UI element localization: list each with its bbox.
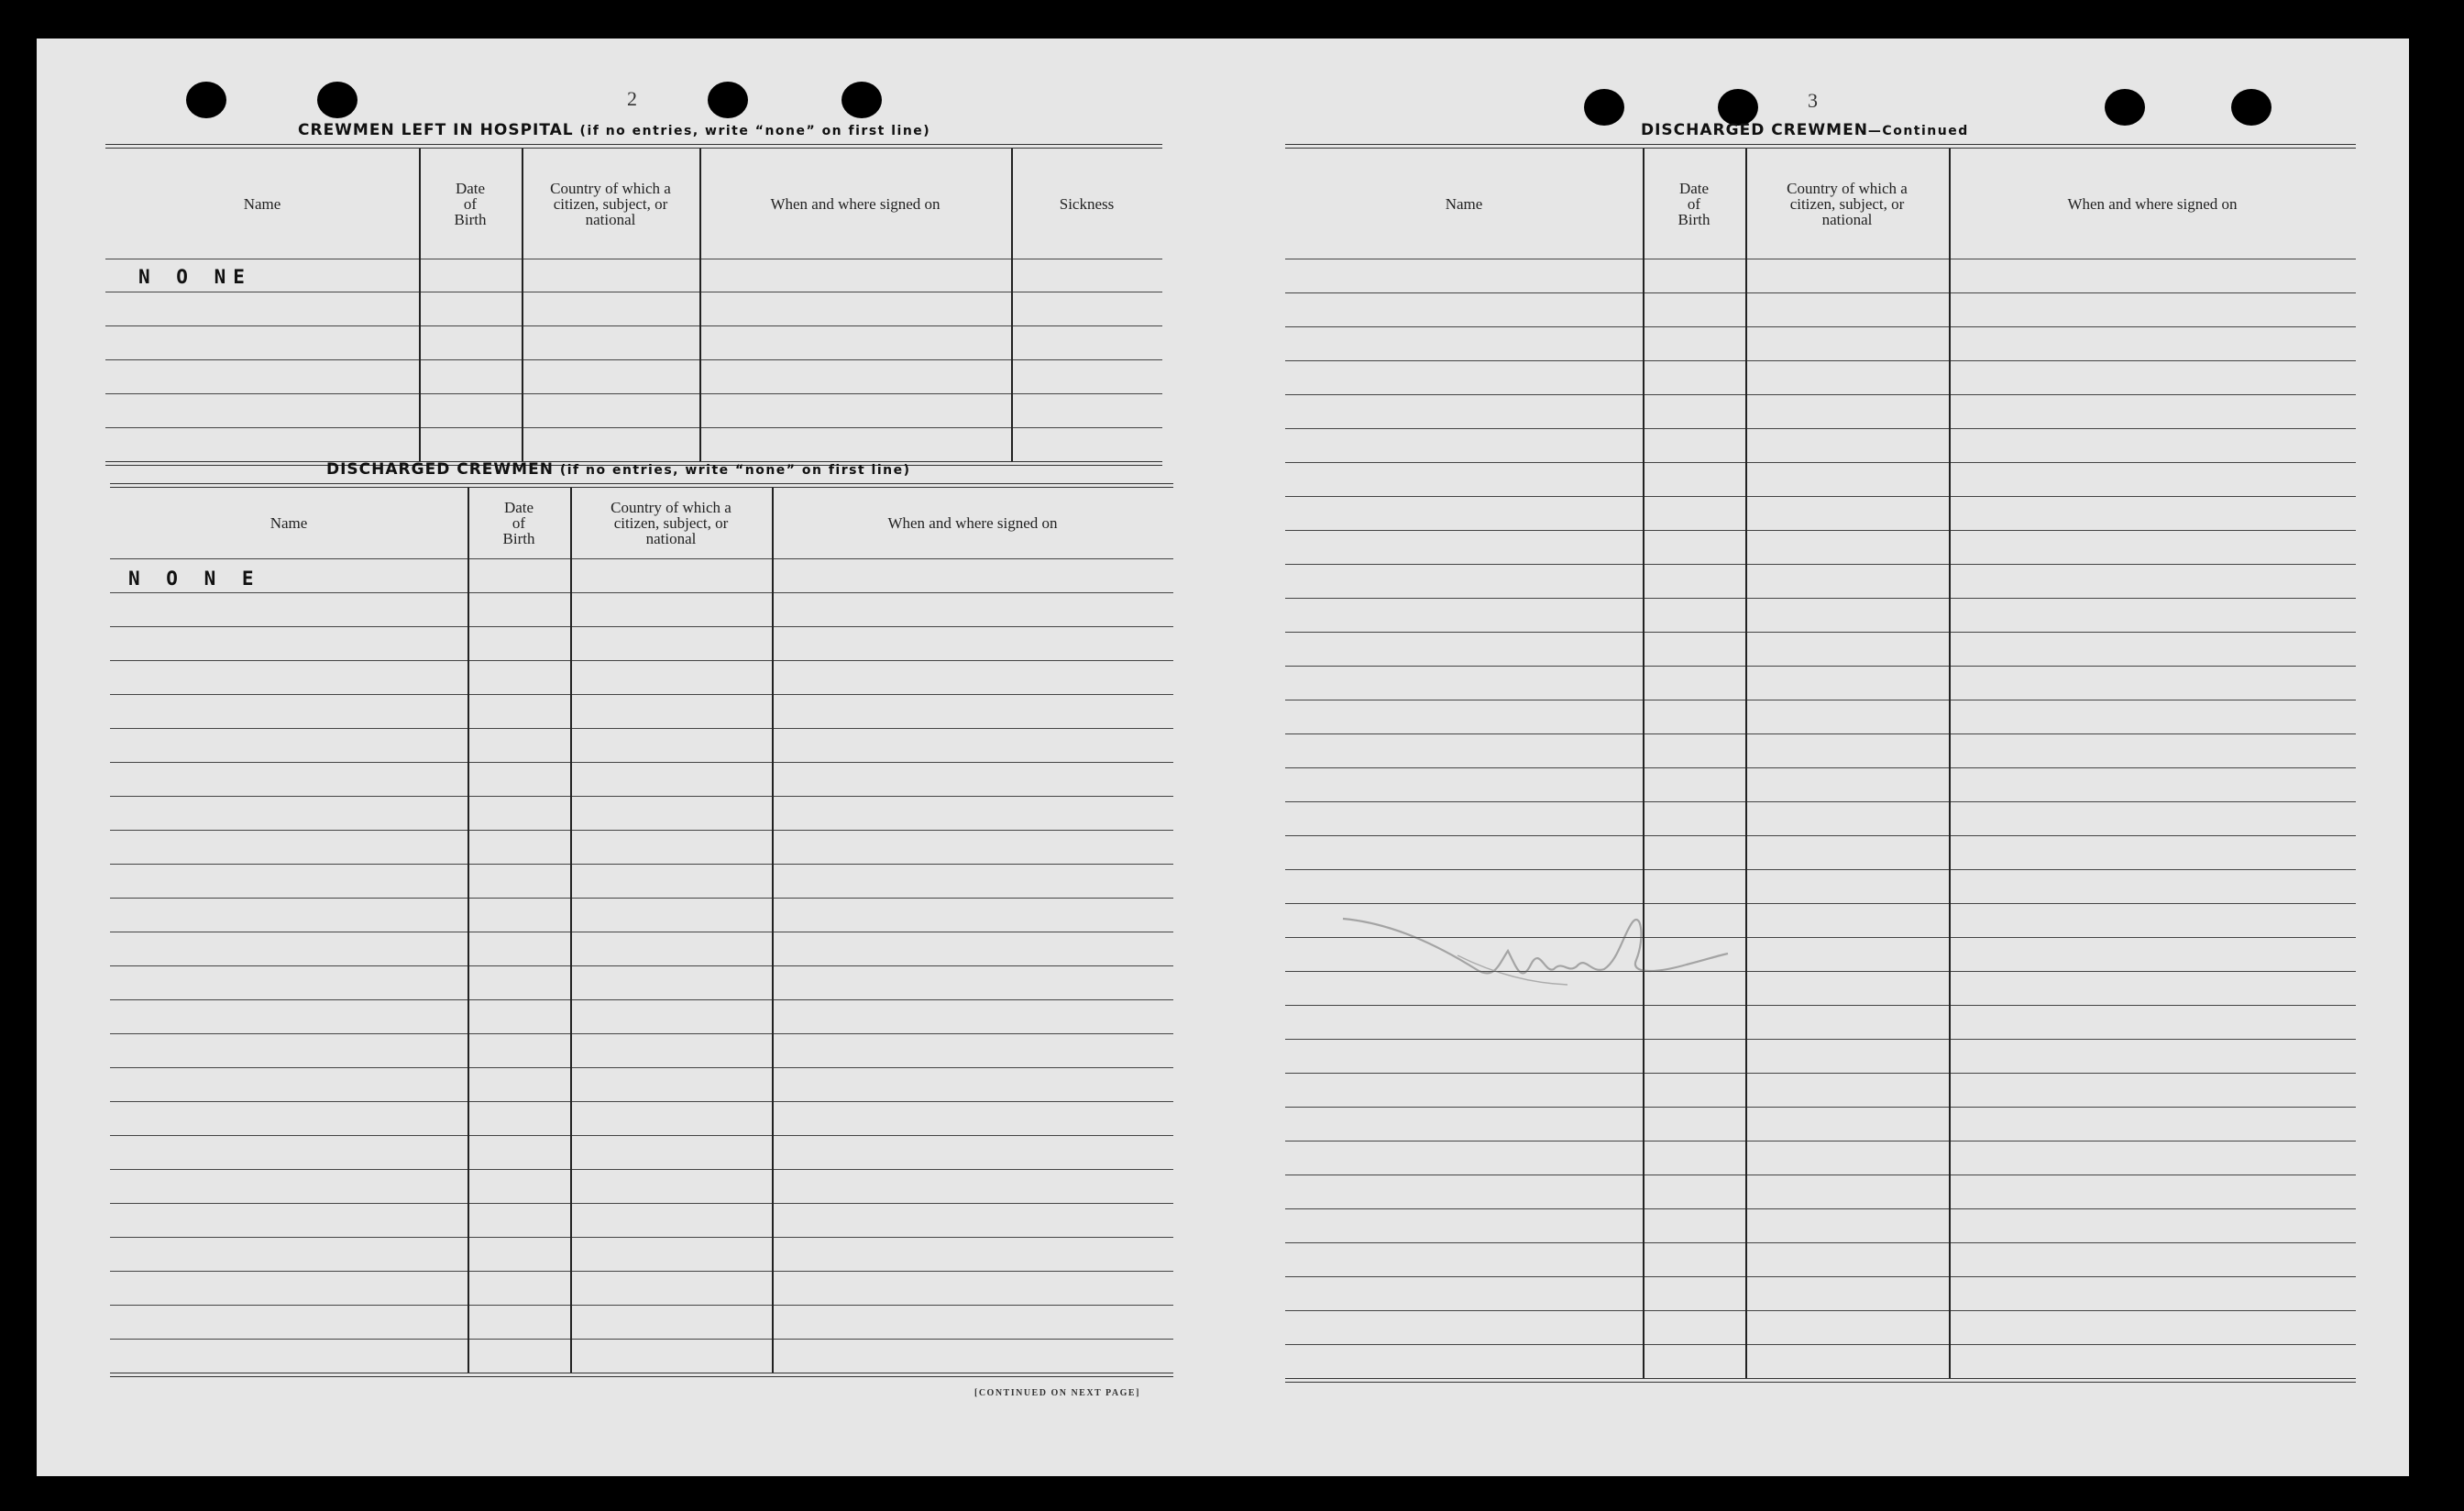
faint-signature-image bbox=[1338, 882, 1732, 1029]
row-line bbox=[1285, 869, 2356, 870]
header-divider bbox=[110, 558, 1173, 559]
row-line bbox=[110, 694, 1173, 695]
row-line bbox=[1285, 1039, 2356, 1040]
row-line bbox=[1285, 394, 2356, 395]
row-line bbox=[110, 965, 1173, 966]
row-line bbox=[1285, 1208, 2356, 1209]
column-divider bbox=[1745, 149, 1747, 1378]
row-line bbox=[105, 359, 1162, 360]
row-line bbox=[1285, 1141, 2356, 1142]
row-line bbox=[110, 1271, 1173, 1272]
row-line bbox=[1285, 292, 2356, 293]
row-line bbox=[1285, 666, 2356, 667]
header-text: citizen, subject, or bbox=[613, 514, 729, 532]
column-header-sickness: Sickness bbox=[1059, 194, 1115, 213]
continued-title-text: DISCHARGED CREWMEN bbox=[1641, 121, 1868, 139]
row-line bbox=[1285, 733, 2356, 734]
row-line bbox=[1285, 360, 2356, 361]
header-text: Birth bbox=[1678, 210, 1710, 228]
row-line bbox=[1285, 598, 2356, 599]
row-line bbox=[110, 1203, 1173, 1204]
header-text: Country of which a bbox=[550, 179, 671, 197]
header-text: national bbox=[1821, 210, 1873, 228]
column-header-country bbox=[1745, 149, 1949, 259]
row-line bbox=[1285, 462, 2356, 463]
header-text: of bbox=[1687, 194, 1701, 213]
row-line bbox=[110, 830, 1173, 831]
column-header-name: Name bbox=[243, 194, 281, 213]
discharged-table-right bbox=[1285, 144, 2356, 1391]
hospital-title-text: CREWMEN LEFT IN HOSPITAL bbox=[298, 121, 574, 139]
row-line bbox=[110, 999, 1173, 1000]
row-line bbox=[110, 660, 1173, 661]
continued-section-title bbox=[1641, 121, 1969, 139]
row-line bbox=[1285, 801, 2356, 802]
column-divider bbox=[1643, 149, 1644, 1378]
row-line bbox=[1285, 1107, 2356, 1108]
header-text: of bbox=[512, 514, 526, 532]
page-number-left: 2 bbox=[627, 87, 637, 110]
header-text: Birth bbox=[502, 530, 535, 547]
row-line bbox=[110, 762, 1173, 763]
row-line bbox=[110, 728, 1173, 729]
row-line bbox=[110, 1169, 1173, 1170]
row-line bbox=[110, 626, 1173, 627]
row-line bbox=[110, 796, 1173, 797]
row-line bbox=[110, 1305, 1173, 1306]
column-divider bbox=[1949, 149, 1951, 1378]
row-line bbox=[1285, 564, 2356, 565]
continued-footnote: [CONTINUED ON NEXT PAGE] bbox=[974, 1388, 1140, 1398]
punch-hole bbox=[1584, 89, 1624, 126]
header-text: Country of which a bbox=[610, 499, 732, 516]
continued-title-suffix: —Continued bbox=[1867, 124, 1969, 138]
row-line bbox=[1285, 530, 2356, 531]
punch-hole bbox=[2105, 89, 2145, 126]
row-line bbox=[1285, 1073, 2356, 1074]
hospital-table bbox=[105, 144, 1162, 469]
column-header-signed-on: When and where signed on bbox=[770, 194, 940, 213]
row-line bbox=[110, 1033, 1173, 1034]
column-divider bbox=[772, 488, 774, 1373]
hospital-instruction: (if no entries, write “none” on first line) bbox=[579, 124, 931, 138]
row-line bbox=[1285, 1310, 2356, 1311]
row-line bbox=[1285, 632, 2356, 633]
form-sheet bbox=[37, 39, 2409, 1476]
header-text: Date bbox=[503, 499, 534, 516]
hospital-entry-name: N O NE bbox=[138, 266, 252, 288]
header-text: citizen, subject, or bbox=[553, 194, 668, 213]
punch-hole bbox=[2231, 89, 2272, 126]
row-line bbox=[1285, 428, 2356, 429]
column-divider bbox=[468, 488, 469, 1373]
row-line bbox=[105, 393, 1162, 394]
row-line bbox=[110, 1101, 1173, 1102]
header-text: of bbox=[463, 194, 478, 213]
table-bottom-rule bbox=[1285, 1378, 2356, 1383]
row-line bbox=[110, 1237, 1173, 1238]
row-line bbox=[1285, 1242, 2356, 1243]
discharged-table-left bbox=[110, 483, 1173, 1391]
row-line bbox=[110, 864, 1173, 865]
hospital-section-title bbox=[298, 121, 930, 139]
header-text: Country of which a bbox=[1787, 179, 1908, 197]
row-line bbox=[105, 427, 1162, 428]
column-header-signed-on: When and where signed on bbox=[887, 514, 1058, 532]
column-header-signed-on: When and where signed on bbox=[2067, 194, 2238, 213]
punch-hole bbox=[708, 82, 748, 118]
header-text: Date bbox=[455, 179, 486, 197]
discharged-section-title bbox=[326, 460, 910, 479]
row-line bbox=[1285, 1344, 2356, 1345]
header-text: national bbox=[585, 210, 636, 228]
punch-hole bbox=[317, 82, 358, 118]
punch-hole bbox=[1718, 89, 1758, 126]
row-line bbox=[110, 1339, 1173, 1340]
row-line bbox=[1285, 496, 2356, 497]
row-line bbox=[110, 1067, 1173, 1068]
row-line bbox=[110, 592, 1173, 593]
row-line bbox=[1285, 767, 2356, 768]
column-header-country bbox=[522, 149, 699, 259]
column-header-country bbox=[570, 488, 772, 558]
header-text: national bbox=[645, 530, 697, 547]
column-header-name: Name bbox=[1445, 194, 1483, 213]
discharged-title-text: DISCHARGED CREWMEN bbox=[326, 460, 554, 479]
row-line bbox=[1285, 835, 2356, 836]
column-header-name: Name bbox=[270, 514, 308, 532]
column-header-date-of-birth bbox=[468, 488, 570, 558]
row-line bbox=[105, 325, 1162, 326]
discharged-entry-name: N O N E bbox=[128, 568, 261, 590]
row-line bbox=[1285, 1276, 2356, 1277]
punch-hole bbox=[186, 82, 226, 118]
column-header-date-of-birth bbox=[1643, 149, 1745, 259]
row-line bbox=[110, 898, 1173, 899]
header-text: Date bbox=[1678, 179, 1710, 197]
table-bottom-rule bbox=[110, 1373, 1173, 1377]
punch-hole bbox=[842, 82, 882, 118]
row-line bbox=[1285, 326, 2356, 327]
page-number-right: 3 bbox=[1808, 89, 1818, 112]
row-line bbox=[110, 1135, 1173, 1136]
column-header-date-of-birth bbox=[419, 149, 522, 259]
column-divider bbox=[570, 488, 572, 1373]
discharged-instruction: (if no entries, write “none” on first line) bbox=[559, 463, 911, 478]
header-text: Birth bbox=[454, 210, 487, 228]
header-text: citizen, subject, or bbox=[1789, 194, 1905, 213]
